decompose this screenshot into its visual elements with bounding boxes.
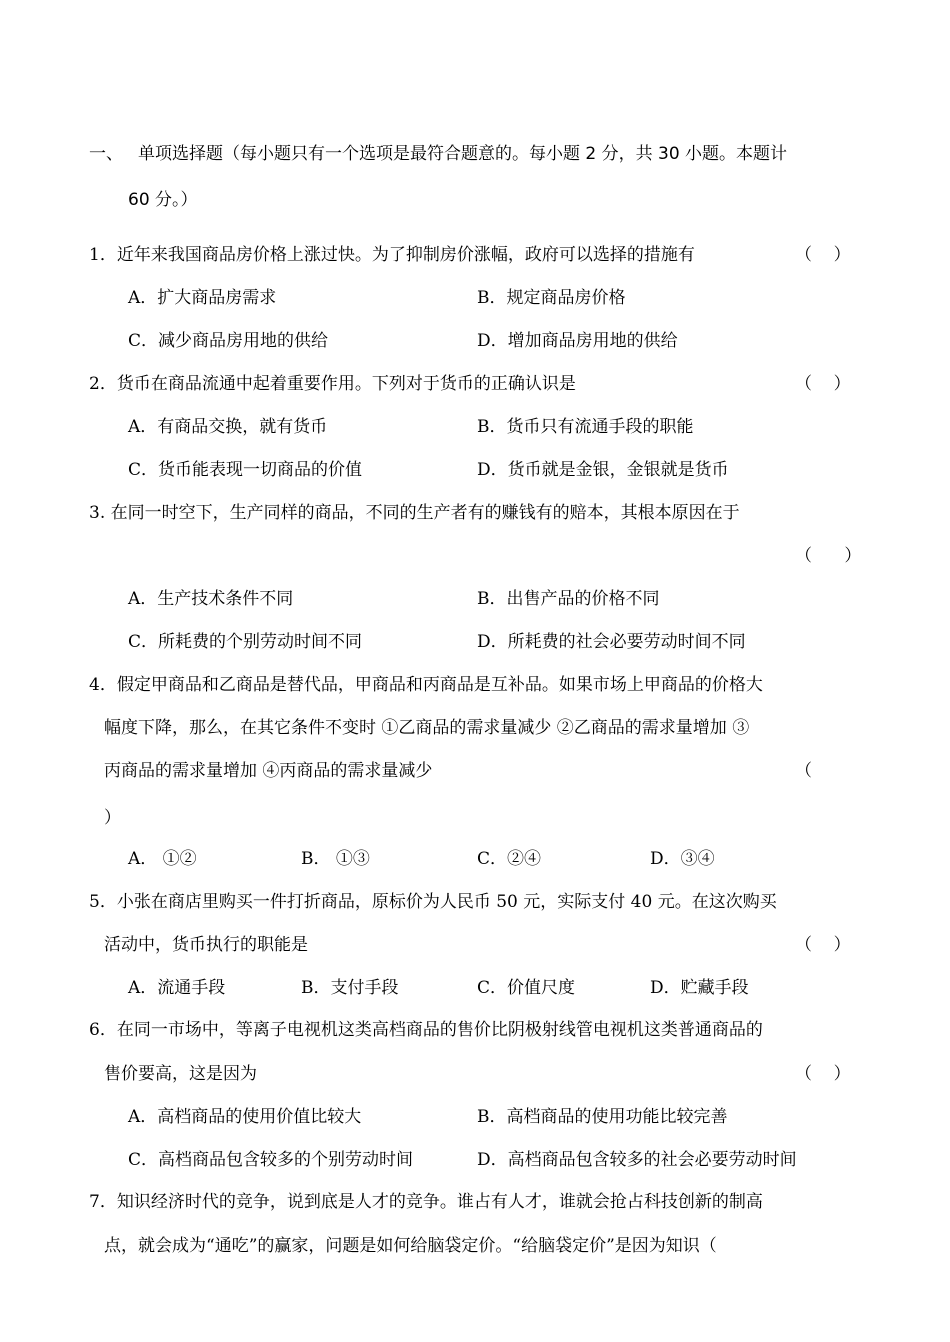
question-stem: 2．货币在商品流通中起着重要作用。下列对于货币的正确认识是: [89, 374, 576, 394]
question-stem-cont: 点，就会成为“通吃”的赢家，问题是如何给脑袋定价。“给脑袋定价”是因为知识（: [104, 1236, 717, 1256]
answer-paren-open: （: [795, 761, 812, 781]
question-stem: 6．在同一市场中，等离子电视机这类高档商品的售价比阴极射线管电视机这类普通商品的: [89, 1020, 763, 1040]
option-b: B．出售产品的价格不同: [477, 589, 660, 609]
option-d: D．贮藏手段: [650, 978, 749, 998]
answer-paren: （ ）: [795, 245, 851, 265]
answer-paren: （ ）: [795, 1064, 851, 1084]
option-b: B．支付手段: [301, 978, 399, 998]
question-stem: 7．知识经济时代的竞争，说到底是人才的竞争。谁占有人才，谁就会抢占科技创新的制高: [89, 1192, 763, 1212]
question-stem-cont: 售价要高，这是因为: [104, 1064, 257, 1084]
question-stem: 4．假定甲商品和乙商品是替代品，甲商品和丙商品是互补品。如果市场上甲商品的价格大: [89, 675, 763, 695]
option-a: A．生产技术条件不同: [128, 589, 294, 609]
option-c: C．所耗费的个别劳动时间不同: [128, 632, 363, 652]
option-d: D．所耗费的社会必要劳动时间不同: [477, 632, 746, 652]
option-d: D．货币就是金银，金银就是货币: [477, 460, 729, 480]
option-d: D．增加商品房用地的供给: [477, 331, 678, 351]
section-heading: 单项选择题（每小题只有一个选项是最符合题意的。每小题 2 分，共 30 小题。本题计: [138, 144, 788, 164]
section-number: 一、: [89, 144, 123, 164]
question-stem: 3. 在同一时空下，生产同样的商品，不同的生产者有的赚钱有的赔本，其根本原因在于: [89, 503, 740, 523]
answer-paren: （ ）: [795, 374, 851, 394]
question-stem-cont: 丙商品的需求量增加 ④丙商品的需求量减少: [104, 761, 433, 781]
question-stem-cont: 幅度下降，那么，在其它条件不变时 ①乙商品的需求量减少 ②乙商品的需求量增加 ③: [104, 718, 750, 738]
option-c: C．货币能表现一切商品的价值: [128, 460, 363, 480]
option-b: B． ①③: [301, 849, 370, 869]
option-a: A．高档商品的使用价值比较大: [128, 1107, 362, 1127]
answer-paren: （ ）: [795, 935, 851, 955]
question-stem: 5．小张在商店里购买一件打折商品，原标价为人民币 50 元，实际支付 40 元。在这次购买: [89, 892, 777, 912]
option-d: D．高档商品包含较多的社会必要劳动时间: [477, 1150, 797, 1170]
option-c: C．减少商品房用地的供给: [128, 331, 329, 351]
option-a: A．流通手段: [128, 978, 226, 998]
answer-paren-close: ）: [104, 808, 121, 828]
option-a: A．有商品交换，就有货币: [128, 417, 328, 437]
answer-paren: （ ）: [795, 546, 862, 566]
option-b: B．货币只有流通手段的职能: [477, 417, 694, 437]
option-b: B．规定商品房价格: [477, 288, 626, 308]
option-c: C．②④: [477, 849, 542, 869]
option-d: D．③④: [650, 849, 715, 869]
option-a: A． ①②: [128, 849, 197, 869]
question-stem: 1．近年来我国商品房价格上涨过快。为了抑制房价涨幅，政府可以选择的措施有: [89, 245, 695, 265]
option-c: C．价值尺度: [477, 978, 576, 998]
option-a: A．扩大商品房需求: [128, 288, 277, 308]
question-stem-cont: 活动中，货币执行的职能是: [104, 935, 308, 955]
option-b: B．高档商品的使用功能比较完善: [477, 1107, 728, 1127]
option-c: C．高档商品包含较多的个别劳动时间: [128, 1150, 414, 1170]
section-heading-cont: 60 分。）: [128, 190, 198, 210]
